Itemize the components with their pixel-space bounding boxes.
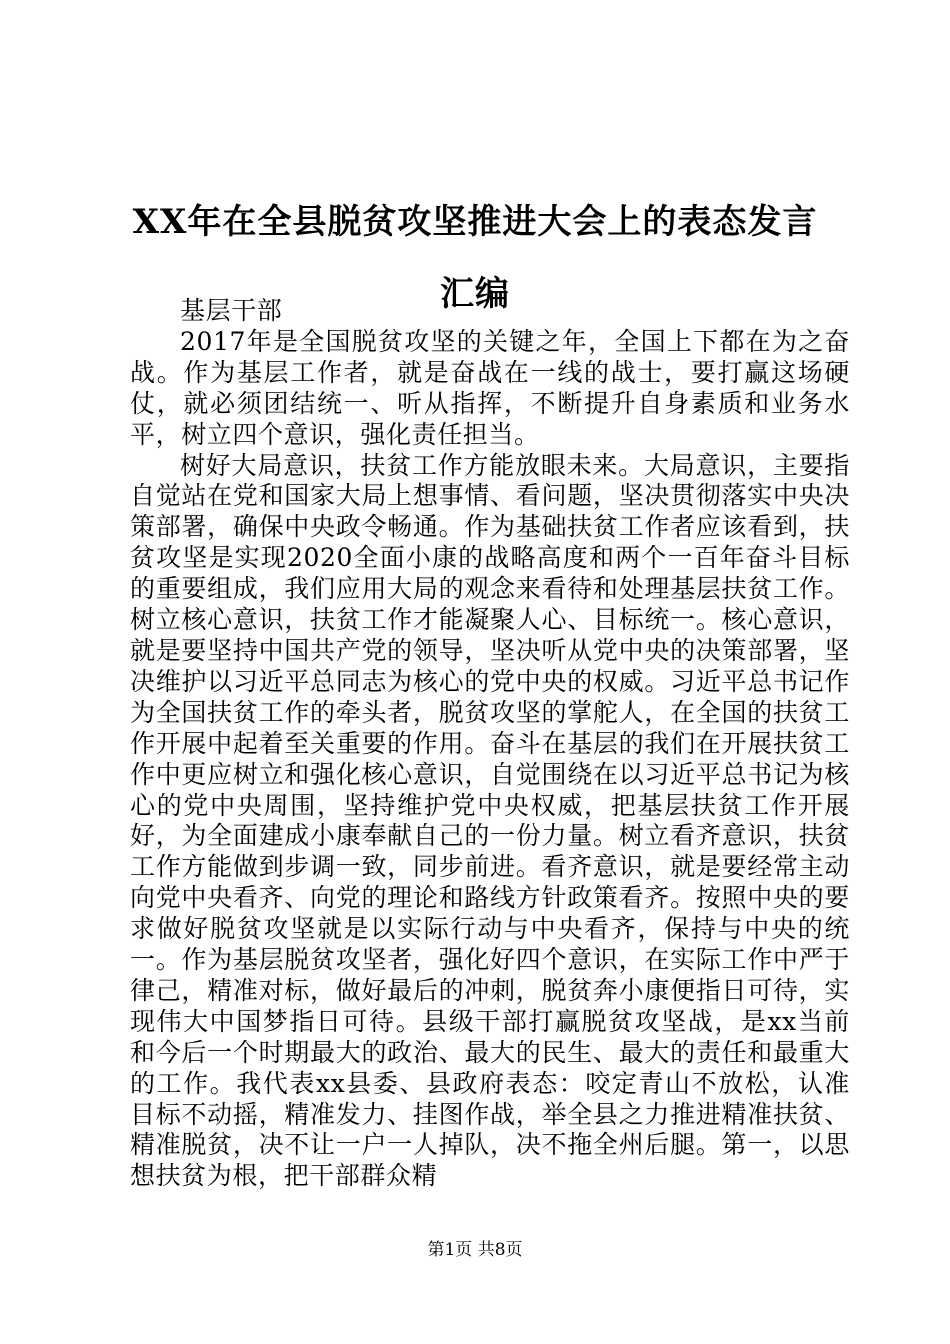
title-line-1: XX年在全县脱贫攻坚推进大会上的表态发言 [132, 202, 818, 242]
paragraph-intro: 2017年是全国脱贫攻坚的关键之年，全国上下都在为之奋战。作为基层工作者，就是奋战在一线的战士，要打赢这场硬仗，就必须团结统一、听从指挥，不断提升自身素质和业务水平，树立四个意识，强化责任担当。 [130, 326, 850, 449]
paragraph-main: 树好大局意识，扶贫工作方能放眼未来。大局意识，主要指自觉站在党和国家大局上想事情、看问题，坚决贯彻落实中央决策部署，确保中央政令畅通。作为基础扶贫工作者应该看到，扶贫攻坚是实现2020全面小康的战略高度和两个一百年奋斗目标的重要组成，我们应用大局的观念来看待和处理基层扶贫工作。树立核心意识，扶贫工作才能凝聚人心、目标统一。核心意识，就是要坚持中国共产党的领导，坚决听从党中央的决策部署，坚决维护以习近平总同志为核心的党中央的权威。习近平总书记作为全国扶贫工作的牵头者，脱贫攻坚的掌舵人，在全国的扶贫工作开展中起着至关重要的作用。奋斗在基层的我们在开展扶贫工作中更应树立和强化核心意识，自觉围绕在以习近平总书记为核心的党中央周围，坚持维护党中央权威，把基层扶贫工作开展好，为全面建成小康奉献自己的一份力量。树立看齐意识，扶贫工作方能做到步调一致，同步前进。看齐意识，就是要经常主动向党中央看齐、向党的理论和路线方针政策看齐。按照中央的要求做好脱贫攻坚就是以实际行动与中央看齐，保持与中央的统一。作为基层脱贫攻坚者，强化好四个意识，在实际工作中严于律己，精准对标，做好最后的冲刺，脱贫奔小康便指日可待，实现伟大中国梦指日可待。县级干部打赢脱贫攻坚战，是xx当前和今后一个时期最大的政治、最大的民生、最大的责任和最重大的工作。我代表xx县委、县政府表态：咬定青山不放松，认准目标不动摇，精准发力、挂图作战，举全县之力推进精准扶贫、精准脱贫，决不让一户一人掉队，决不拖全州后腿。第一，以思想扶贫为根，把干部群众精 [130, 450, 850, 1191]
document-body [130, 296, 850, 1192]
author-line: 基层干部 [180, 296, 283, 325]
page-footer: 第1页 共8页 [427, 1240, 523, 1260]
title-line-2: 汇编 [440, 274, 510, 314]
